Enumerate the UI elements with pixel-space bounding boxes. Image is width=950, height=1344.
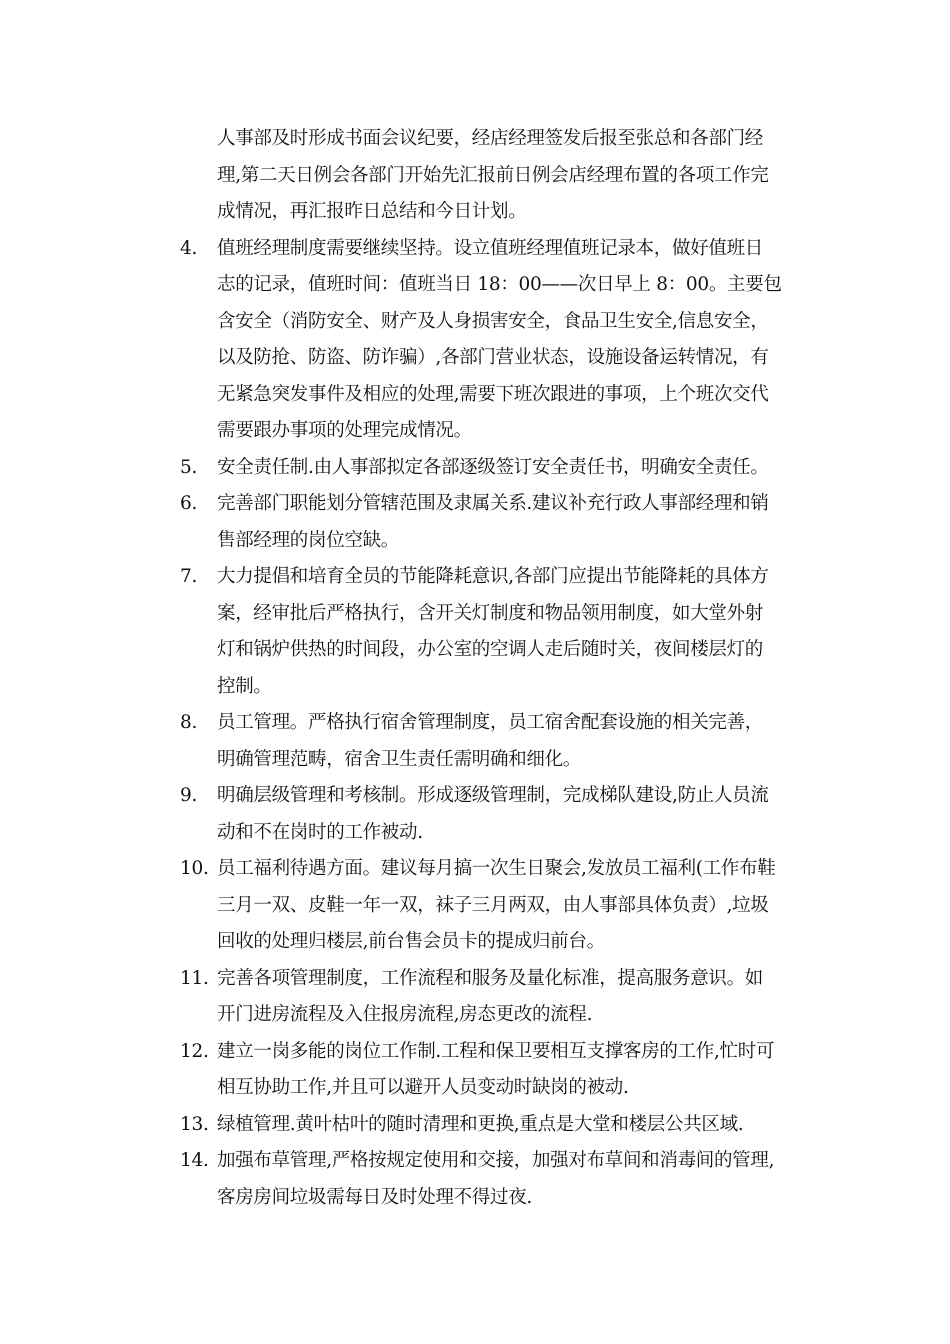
- list-item-number: 12.: [180, 1040, 209, 1062]
- list-item: [180, 961, 810, 1034]
- list-item-first-line: [180, 851, 810, 888]
- intro-paragraph: [180, 121, 810, 231]
- list-item-continuation-line: 需要跟办事项的处理完成情况。: [217, 420, 472, 441]
- list-item-number: 6.: [180, 493, 198, 514]
- list-item-text: 完善部门职能划分管辖范围及隶属关系.建议补充行政人事部经理和销: [217, 493, 769, 514]
- list-item-first-line: [180, 1107, 810, 1144]
- list-item-first-line: [180, 1143, 810, 1180]
- list-item: [180, 486, 810, 559]
- list-item-continuation-line: 动和不在岗时的工作被动.: [217, 821, 423, 843]
- list-item-text: 完善各项管理制度，工作流程和服务及量化标准，提高服务意识。如: [217, 967, 764, 989]
- list-item: [180, 1107, 810, 1144]
- list-item-text: 建立一岗多能的岗位工作制.工程和保卫要相互支撑客房的工作,忙时可: [217, 1040, 775, 1062]
- list-item: [180, 705, 810, 778]
- list-item-continuation-line: 志的记录，值班时间：值班当日 18：00——次日早上 8：00。主要包: [217, 274, 782, 295]
- list-item-continuation-line: 灯和锅炉供热的时间段，办公室的空调人走后随时关，夜间楼层灯的: [217, 639, 764, 660]
- intro-line: 人事部及时形成书面会议纪要，经店经理签发后报至张总和各部门经: [217, 128, 764, 149]
- list-item-number: 10.: [180, 858, 209, 879]
- intro-line: 理,第二天日例会各部门开始先汇报前日例会店经理布置的各项工作完: [217, 164, 769, 186]
- list-item: [180, 1034, 810, 1107]
- list-item: [180, 559, 810, 705]
- list-item-first-line: [180, 450, 810, 487]
- list-item-continuation-line: 含安全（消防安全、财产及人身损害安全，食品卫生安全,信息安全，: [217, 310, 769, 332]
- list-item-number: 14.: [180, 1150, 209, 1171]
- list-item-text: 明确层级管理和考核制。形成逐级管理制，完成梯队建设,防止人员流: [217, 785, 769, 806]
- list-item-continuation-line: 案，经审批后严格执行，含开关灯制度和物品领用制度，如大堂外射: [217, 602, 764, 624]
- list-item-first-line: [180, 705, 810, 742]
- document-body: [180, 121, 810, 1216]
- list-item-continuation-line: 开门进房流程及入住报房流程,房态更改的流程.: [217, 1004, 593, 1025]
- list-item-number: 13.: [180, 1113, 209, 1135]
- list-item-continuation-line: 相互协助工作,并且可以避开人员变动时缺岗的被动.: [217, 1077, 629, 1098]
- list-item: [180, 1143, 810, 1216]
- list-item: [180, 231, 810, 450]
- list-item-continuation-line: 明确管理范畴，宿舍卫生责任需明确和细化。: [217, 748, 582, 770]
- list-item: [180, 851, 810, 961]
- list-item-text: 员工福利待遇方面。建议每月搞一次生日聚会,发放员工福利(工作布鞋: [217, 858, 776, 879]
- numbered-list: [180, 231, 810, 1217]
- list-item-first-line: [180, 486, 810, 523]
- list-item-number: 7.: [180, 566, 198, 587]
- list-item-first-line: [180, 559, 810, 596]
- list-item-first-line: [180, 961, 810, 998]
- list-item-number: 9.: [180, 785, 198, 806]
- list-item-continuation-line: 回收的处理归楼层,前台售会员卡的提成归前台。: [217, 931, 605, 952]
- list-item-continuation-line: 控制。: [217, 675, 272, 697]
- list-item-number: 4.: [180, 237, 198, 259]
- intro-line: 成情况，再汇报昨日总结和今日计划。: [217, 201, 527, 222]
- list-item-first-line: [180, 1034, 810, 1071]
- list-item-number: 11.: [180, 967, 209, 989]
- list-item-text: 安全责任制.由人事部拟定各部逐级签订安全责任书，明确安全责任。: [217, 456, 769, 478]
- list-item-text: 值班经理制度需要继续坚持。设立值班经理值班记录本，做好值班日: [217, 237, 764, 259]
- list-item-first-line: [180, 778, 810, 815]
- list-item-first-line: [180, 231, 810, 268]
- list-item-continuation-line: 三月一双、皮鞋一年一双，袜子三月两双，由人事部具体负责）,垃圾: [217, 894, 769, 916]
- list-item-text: 绿植管理.黄叶枯叶的随时清理和更换,重点是大堂和楼层公共区域.: [217, 1113, 744, 1135]
- list-item-text: 加强布草管理,严格按规定使用和交接，加强对布草间和消毒间的管理,: [217, 1150, 775, 1171]
- list-item: [180, 450, 810, 487]
- list-item-continuation-line: 客房房间垃圾需每日及时处理不得过夜.: [217, 1186, 532, 1208]
- list-item-continuation-line: 以及防抢、防盗、防诈骗）,各部门营业状态，设施设备运转情况，有: [217, 347, 769, 368]
- list-item-text: 员工管理。严格执行宿舍管理制度，员工宿舍配套设施的相关完善，: [217, 712, 764, 733]
- list-item-number: 8.: [180, 712, 198, 733]
- list-item-continuation-line: 售部经理的岗位空缺。: [217, 529, 400, 551]
- list-item-text: 大力提倡和培育全员的节能降耗意识,各部门应提出节能降耗的具体方: [217, 566, 769, 587]
- list-item-number: 5.: [180, 456, 198, 478]
- list-item-continuation-line: 无紧急突发事件及相应的处理,需要下班次跟进的事项，上个班次交代: [217, 383, 769, 405]
- list-item: [180, 778, 810, 851]
